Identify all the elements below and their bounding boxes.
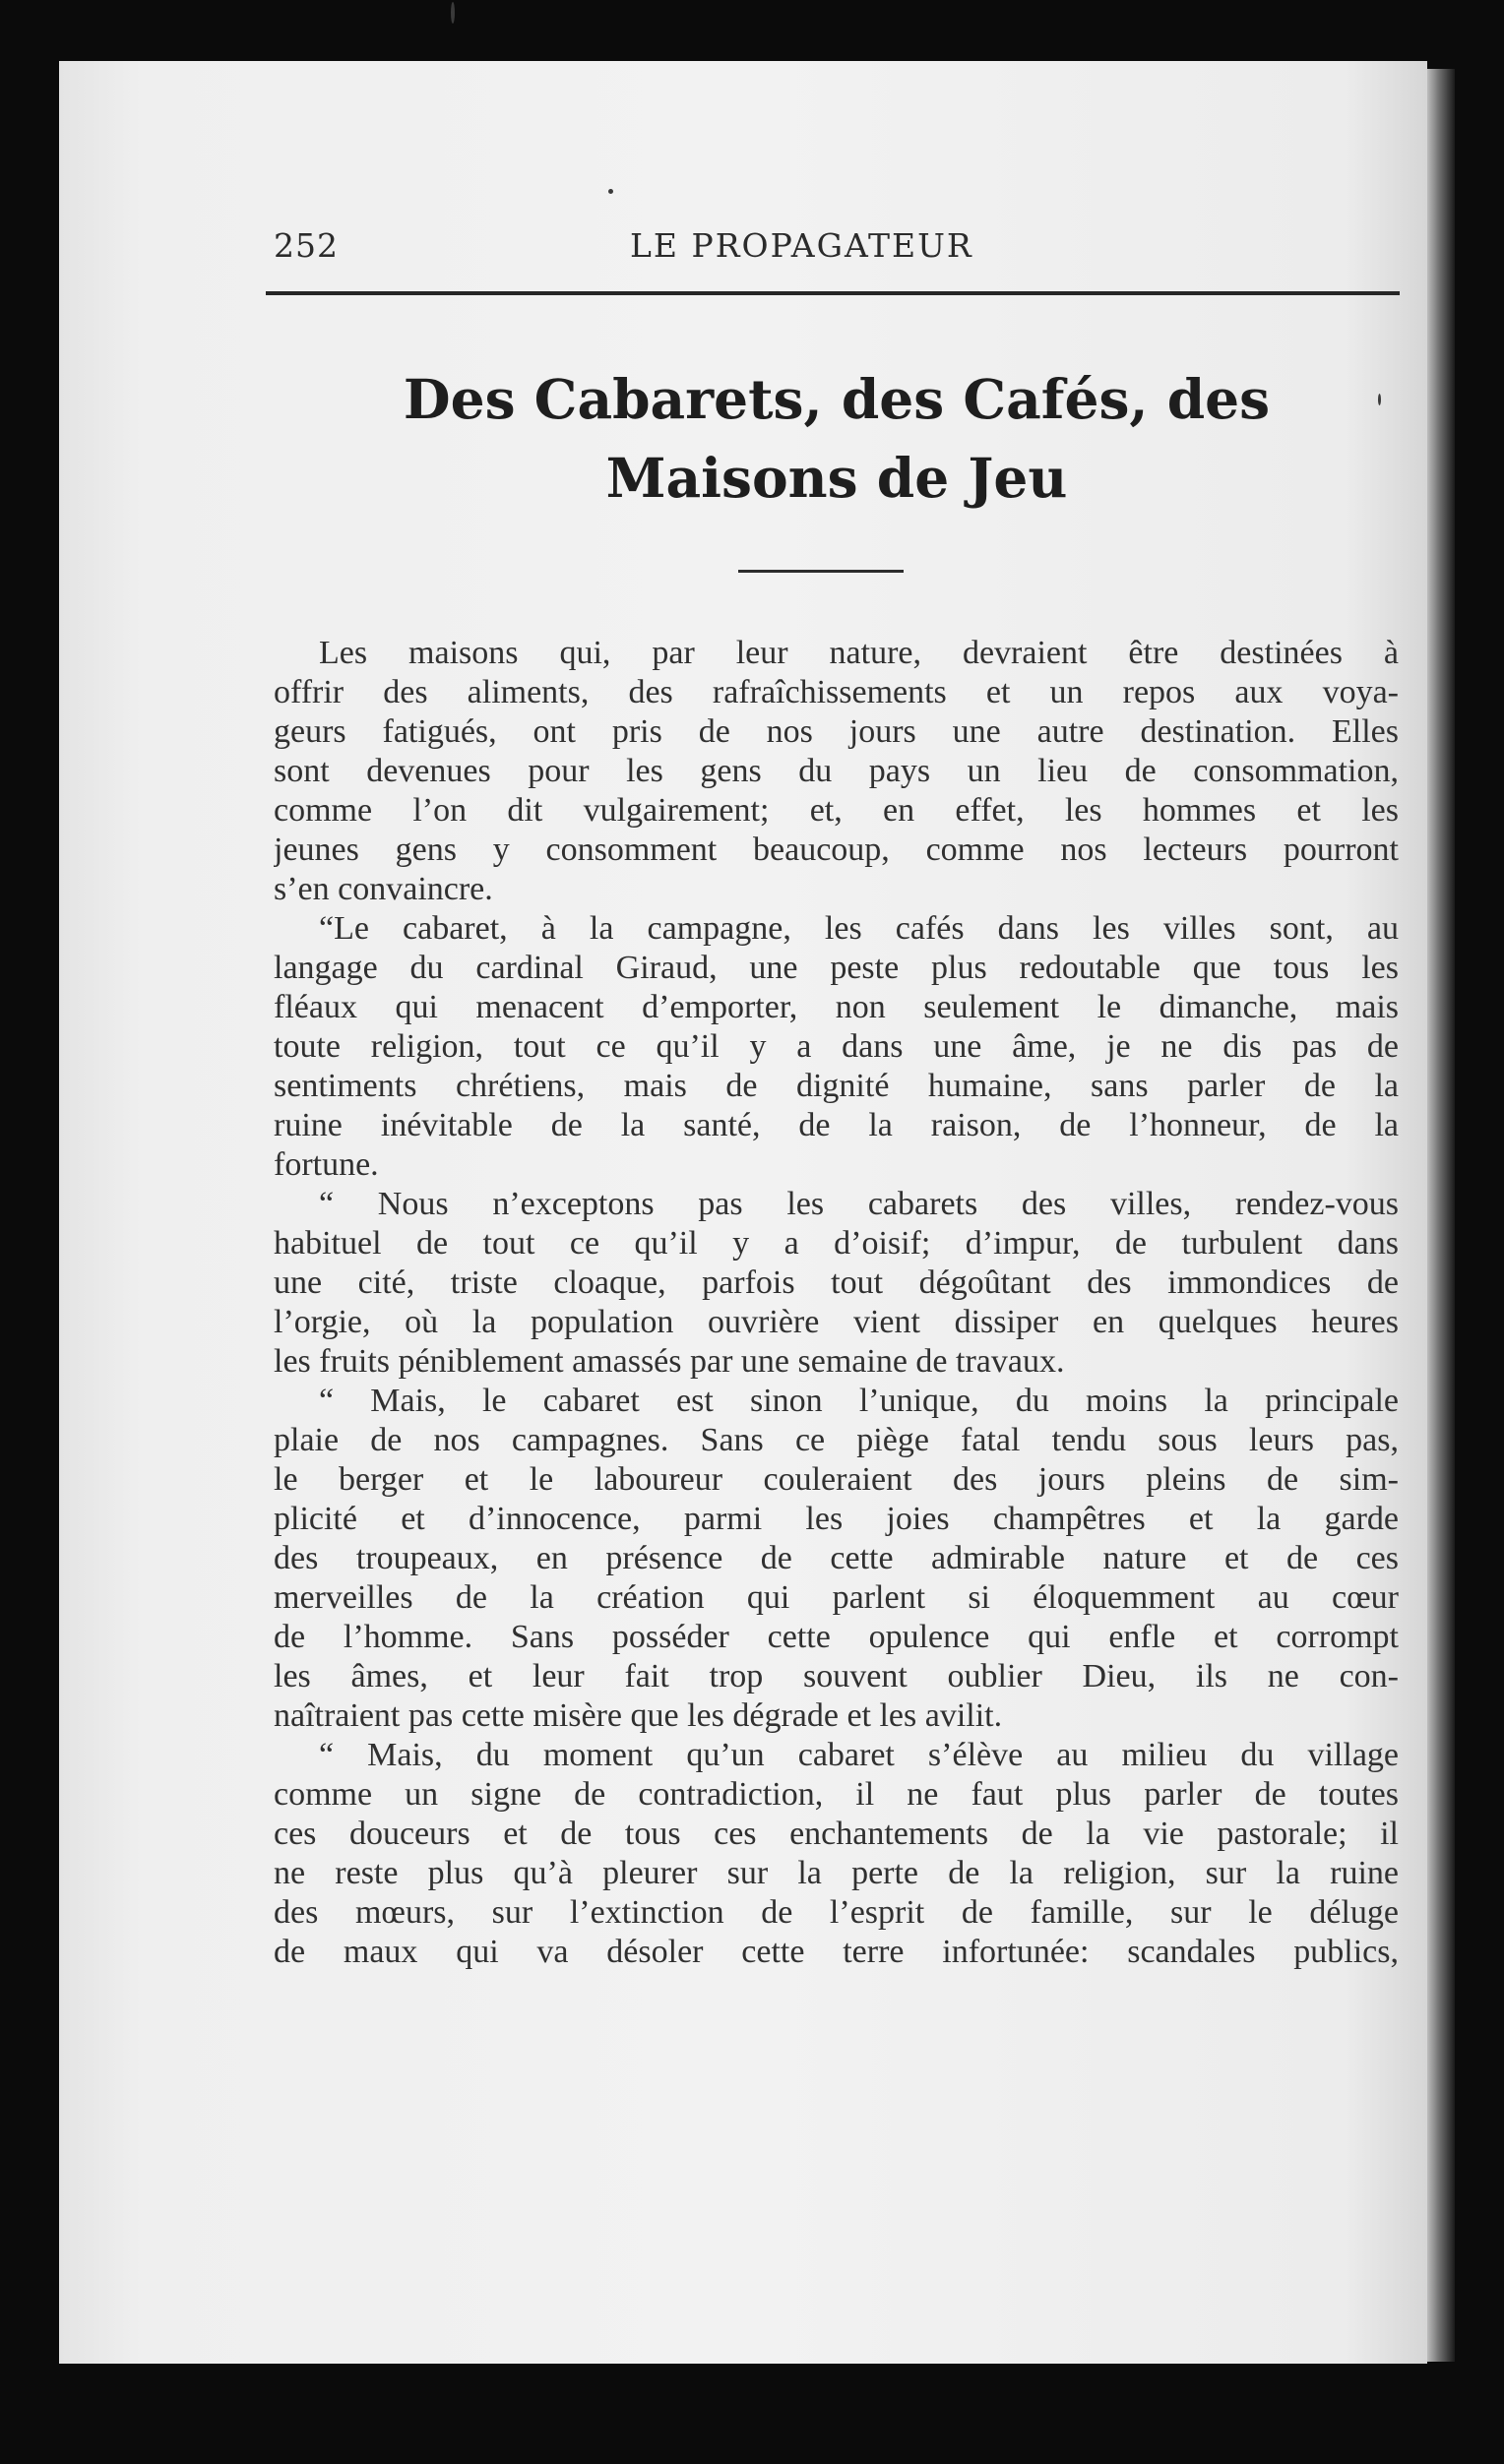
text-line: sentiments chrétiens, mais de dignité humaine, sans parler de la	[274, 1068, 1399, 1104]
header-rule	[266, 291, 1400, 295]
text-line: “ Mais, du moment qu’un cabaret s’élève au milieu du village	[319, 1737, 1399, 1773]
text-line: l’orgie, où la population ouvrière vient dissiper en quelques heures	[274, 1304, 1399, 1340]
text-line: toute religion, tout ce qu’il y a dans une âme, je ne dis pas de	[274, 1028, 1399, 1065]
text-line: une cité, triste cloaque, parfois tout dégoûtant des immondices de	[274, 1264, 1399, 1301]
title-line: Des Cabarets, des Cafés, des	[403, 367, 1271, 431]
text-line: merveilles de la création qui parlent si éloquemment au cœur	[274, 1579, 1399, 1616]
scan-speck	[608, 189, 613, 194]
text-line: plaie de nos campagnes. Sans ce piège fatal tendu sous leurs pas,	[274, 1422, 1399, 1458]
text-line: langage du cardinal Giraud, une peste plus redoutable que tous les	[274, 950, 1399, 986]
article-title	[276, 360, 1398, 518]
text-line: offrir des aliments, des rafraîchissements et un repos aux voya-	[274, 674, 1399, 710]
text-line: sont devenues pour les gens du pays un lieu de consommation,	[274, 753, 1399, 789]
text-line: de l’homme. Sans posséder cette opulence qui enfle et corrompt	[274, 1619, 1399, 1655]
text-line: s’en convaincre.	[274, 871, 493, 907]
text-line: habituel de tout ce qu’il y a d’oisif; d’impur, de turbulent dans	[274, 1225, 1399, 1262]
text-line: plicité et d’innocence, parmi les joies champêtres et la garde	[274, 1501, 1399, 1537]
text-line: “ Mais, le cabaret est sinon l’unique, du moins la principale	[319, 1383, 1399, 1419]
text-line: “ Nous n’exceptons pas les cabarets des villes, rendez-vous	[319, 1186, 1399, 1222]
page-number: 252	[274, 226, 339, 265]
text-line: geurs fatigués, ont pris de nos jours une autre destination. Elles	[274, 713, 1399, 750]
page-fold-shadow	[1427, 69, 1455, 2362]
text-line: le berger et le laboureur couleraient des jours pleins de sim-	[274, 1461, 1399, 1498]
text-line: jeunes gens y consomment beaucoup, comme nos lecteurs pourront	[274, 832, 1399, 868]
text-line: de maux qui va désoler cette terre infortunée: scandales publics,	[274, 1934, 1399, 1970]
text-line: Les maisons qui, par leur nature, devraient être destinées à	[319, 635, 1399, 671]
text-line: ne reste plus qu’à pleurer sur la perte de la religion, sur la ruine	[274, 1855, 1399, 1891]
running-head: LE PROPAGATEUR	[630, 226, 973, 265]
text-line: “Le cabaret, à la campagne, les cafés dans les villes sont, au	[319, 910, 1399, 947]
title-line: Maisons de Jeu	[605, 446, 1068, 510]
text-line: des troupeaux, en présence de cette admirable nature et de ces	[274, 1540, 1399, 1576]
scan-mark	[451, 2, 455, 24]
text-line: les âmes, et leur fait trop souvent oublier Dieu, ils ne con-	[274, 1658, 1399, 1694]
text-line: ruine inévitable de la santé, de la raison, de l’honneur, de la	[274, 1107, 1399, 1143]
text-line: comme un signe de contradiction, il ne faut plus parler de toutes	[274, 1776, 1399, 1813]
article-body	[274, 634, 1399, 1972]
text-line: fléaux qui menacent d’emporter, non seulement le dimanche, mais	[274, 989, 1399, 1025]
text-line: ces douceurs et de tous ces enchantements de la vie pastorale; il	[274, 1816, 1399, 1852]
text-line: naîtraient pas cette misère que les dégrade et les avilit.	[274, 1697, 1003, 1734]
text-line: les fruits péniblement amassés par une semaine de travaux.	[274, 1343, 1065, 1380]
page-header	[212, 226, 1400, 291]
text-line: des mœurs, sur l’extinction de l’esprit de famille, sur le déluge	[274, 1894, 1399, 1931]
title-rule	[738, 570, 904, 573]
text-line: fortune.	[274, 1146, 379, 1183]
text-line: comme l’on dit vulgairement; et, en effet, les hommes et les	[274, 792, 1399, 829]
